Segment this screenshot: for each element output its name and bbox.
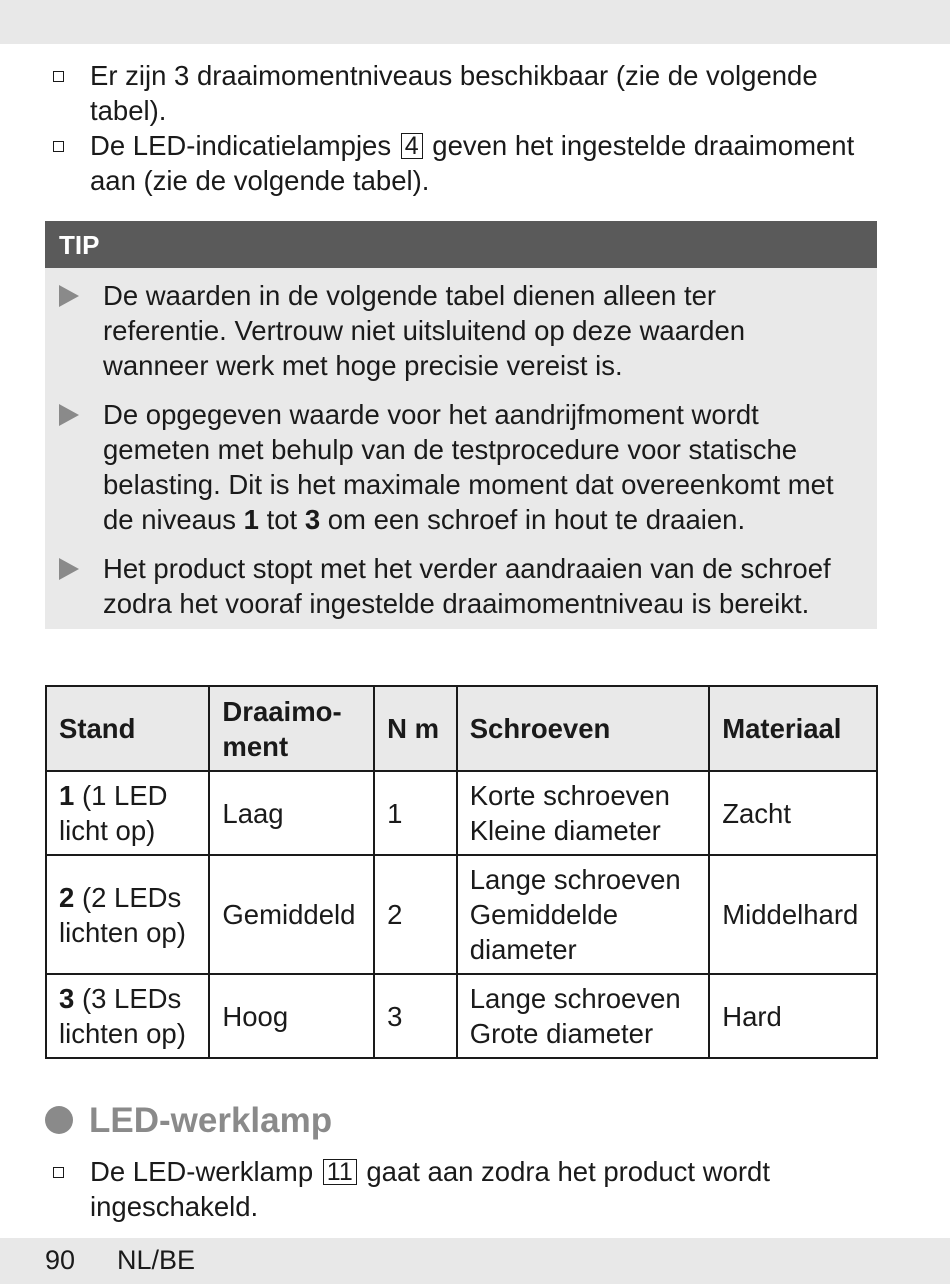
table-row [46,974,877,1058]
stand-number: 2 [59,881,75,913]
checkbox-bullet-icon [53,71,64,82]
tip-header: TIP [45,221,877,268]
header-nm: N m [374,686,457,771]
header-material: Materiaal [709,686,877,771]
table-header-row [46,686,877,771]
tip-item [45,278,877,383]
nm-cell: 1 [374,771,457,855]
filled-circle-icon [45,1106,73,1134]
reference-number: 11 [323,1159,357,1185]
bullet-text: De LED-indicatielampjes [90,130,392,161]
checkbox-bullet-icon [53,141,64,152]
top-band [0,0,950,44]
table-row [46,855,877,974]
moment-cell: Laag [209,771,374,855]
intro-bullet [45,58,875,128]
stand-cell [46,974,209,1058]
stand-text: (2 LEDs lichten op) [59,881,186,948]
tip-text: om een schroef in hout te draaien. [327,504,746,535]
section-title: LED-werklamp [89,1101,333,1140]
tip-text: Het product stopt met het verder aandraaien van de schroef zodra het vooraf ingestelde draaimomentniveau is bereikt. [103,553,831,619]
stand-number: 1 [59,780,75,811]
tip-text: De opgegeven waarde voor het aandrijfmoment wordt gemeten met behulp van de testprocedure voor statische belasting. Dit is het maximale moment dat overeenkomt met de niveaus [103,399,834,535]
triangle-bullet-icon [59,404,79,426]
torque-table [45,685,878,1059]
nm-cell: 3 [374,974,457,1058]
tip-item [45,551,877,621]
locale-label: NL/BE [117,1245,196,1275]
screws-cell: Lange schroeven Gemiddelde diameter [457,855,710,974]
intro-bullet [45,128,875,198]
bullet-text: Er zijn 3 draaimomentniveaus beschikbaar (zie de volgende tabel). [90,60,818,126]
header-moment: Draaimo- ment [209,686,374,771]
section-heading [45,1101,332,1141]
material-cell: Middelhard [709,855,877,974]
screws-cell: Lange schroeven Grote diameter [457,974,710,1058]
section-bullet [45,1154,875,1224]
screws-cell: Korte schroeven Kleine diameter [457,771,710,855]
level-number: 3 [304,504,321,535]
header-screws: Schroeven [457,686,710,771]
stand-cell [46,771,209,855]
moment-cell: Hoog [209,974,374,1058]
table-row [46,771,877,855]
level-number: 1 [243,504,259,535]
tip-text: De waarden in de volgende tabel dienen alleen ter referentie. Vertrouw niet uitsluitend op deze waarden wanneer werk met hoge precisie vereist is. [103,280,746,381]
tip-text: tot [266,504,298,535]
section-bullet-list [45,1154,875,1224]
triangle-bullet-icon [59,558,79,580]
triangle-bullet-icon [59,285,79,307]
bullet-text: De LED-werklamp [90,1156,314,1187]
tip-item [45,397,877,537]
tip-box [45,221,877,629]
stand-text: (3 LEDs lichten op) [59,983,186,1049]
header-stand: Stand [46,686,209,771]
tip-body [45,268,877,629]
nm-cell: 2 [374,855,457,974]
material-cell: Hard [709,974,877,1058]
moment-cell: Gemiddeld [209,855,374,974]
bullet-text: gaat aan zodra het product wordt ingeschakeld. [90,1156,770,1222]
stand-text: (1 LED licht op) [59,780,168,846]
checkbox-bullet-icon [53,1167,64,1178]
stand-number: 3 [59,983,75,1014]
reference-number: 4 [401,133,423,159]
intro-bullet-list [45,58,875,198]
material-cell: Zacht [709,771,877,855]
page-number: 90 [45,1245,76,1275]
bullet-text: geven het ingestelde draaimoment aan (zie de volgende tabel). [90,130,855,196]
stand-cell [46,855,209,974]
